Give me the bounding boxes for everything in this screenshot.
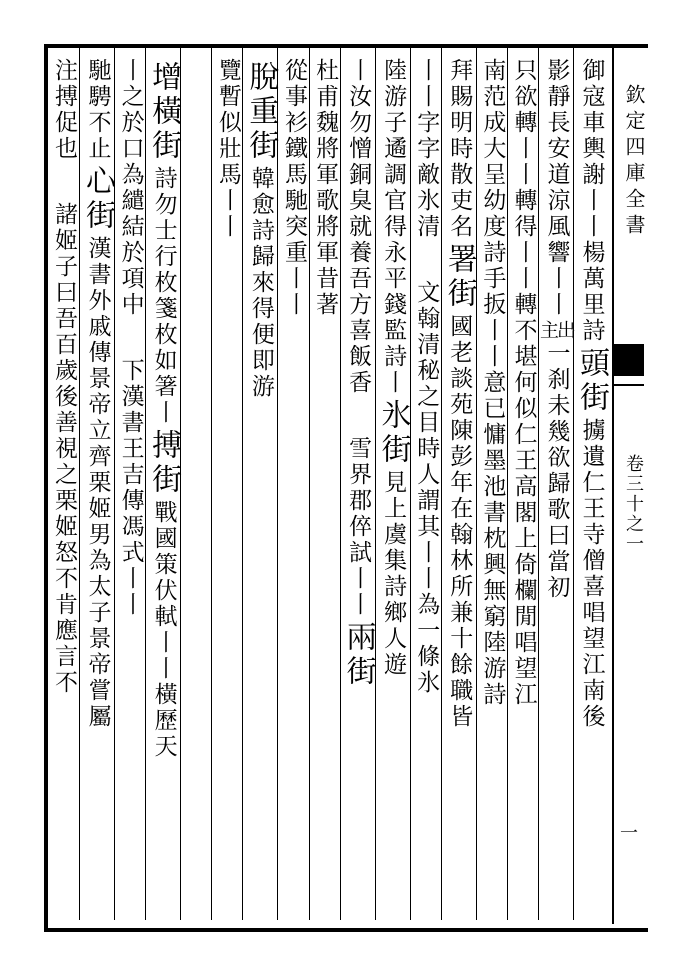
text-column [441, 48, 476, 920]
body-text: 雪界郡倅試丨丨 [345, 436, 372, 618]
body-text: 南范成大呈幼度詩手扳丨丨意已慵墨池書枕興無窮陸游詩 [479, 58, 506, 708]
body-text: 詩勿士行枚箋枚如箸丨 [150, 166, 177, 426]
text-column [537, 48, 576, 920]
text-column [180, 48, 211, 920]
text-column [507, 48, 538, 920]
text-column [309, 48, 340, 920]
body-text: 馳騁不止 [84, 58, 111, 162]
text-column [79, 48, 114, 920]
text-column [476, 48, 507, 920]
body-text: 覽暫似壯馬丨丨 [214, 58, 241, 240]
entry-heading: 心街 [80, 165, 115, 233]
body-text: 只欲轉丨丨轉得丨丨轉不堪何似仁王高閣上倚欄閒唱望江 [510, 58, 537, 708]
text-column [145, 48, 180, 920]
text-column [114, 48, 145, 920]
body-text: 下漢書王吉傳馮式丨丨 [117, 358, 144, 618]
body-text: 戰國策伏軾丨丨橫歷天 [150, 500, 177, 760]
text-column [410, 48, 441, 920]
body-text: 國老談苑陳彭年在翰林所兼十餘職皆 [446, 314, 473, 730]
body-text: 韓愈詩歸來得便即游 [247, 166, 274, 400]
volume-number: 卷三十之一 [623, 454, 644, 554]
center-margin-strip [612, 44, 646, 924]
body-text: 從事衫鐵馬馳突重丨丨 [280, 58, 307, 318]
body-text: 丨之於口為繾結於項中 [117, 58, 144, 318]
entry-heading: 增橫街 [146, 61, 182, 163]
body-text: 擄遺仁王寺僧喜唱望江南後 [578, 418, 605, 730]
text-column [340, 48, 375, 920]
text-column [211, 48, 242, 920]
text-column [48, 48, 79, 920]
text-column [573, 48, 608, 920]
text-body [48, 48, 608, 920]
body-text: 漢書外戚傳景帝立齊栗姬男為太子景帝嘗屬 [84, 236, 111, 730]
text-column [375, 48, 410, 920]
entry-heading: 搏街 [146, 429, 182, 497]
body-text: 拜賜明時散吏名 [446, 58, 473, 240]
body-text: 注搏促也 [50, 58, 77, 162]
small-note-pair [537, 320, 576, 341]
fish-tail-mark [614, 344, 644, 376]
body-text: 文翰清秘之目時人謂其丨丨為一條氷 [413, 280, 440, 696]
small-note-text: 出 [554, 320, 576, 341]
body-text: 影靜長安道涼風響丨丨 [543, 58, 570, 318]
body-text: 杜甫魏將軍歌將軍昔著 [312, 58, 339, 318]
entry-heading: 脫重街 [243, 61, 279, 163]
small-note-text: 主 [537, 320, 559, 341]
body-text: 見上虞集詩鄉人遊 [380, 470, 407, 678]
entry-heading: 頭街 [574, 347, 609, 415]
body-text: 御寇車輿謝丨丨楊萬里詩 [578, 58, 605, 344]
text-column [242, 48, 277, 920]
text-column [277, 48, 308, 920]
page-number: 一 [620, 823, 638, 844]
collection-title: 欽定四庫全書 [622, 84, 646, 240]
body-text: 丨汝勿憎銅臭就養吾方喜飯香 [345, 58, 372, 396]
entry-heading: 氷街 [375, 399, 411, 467]
fish-tail-line [614, 384, 644, 386]
body-text: 一刹未幾欲歸歌曰當初 [543, 341, 570, 601]
body-text: 陸游子遹調官得永平錢監詩丨 [380, 58, 407, 396]
entry-heading: 兩街 [340, 621, 376, 689]
entry-heading: 署街 [441, 243, 477, 311]
body-text: 丨丨字字敵氷清 [413, 58, 440, 240]
body-text: 諸姬子曰吾百歲後善視之栗姬怒不肯應言不 [50, 202, 77, 696]
